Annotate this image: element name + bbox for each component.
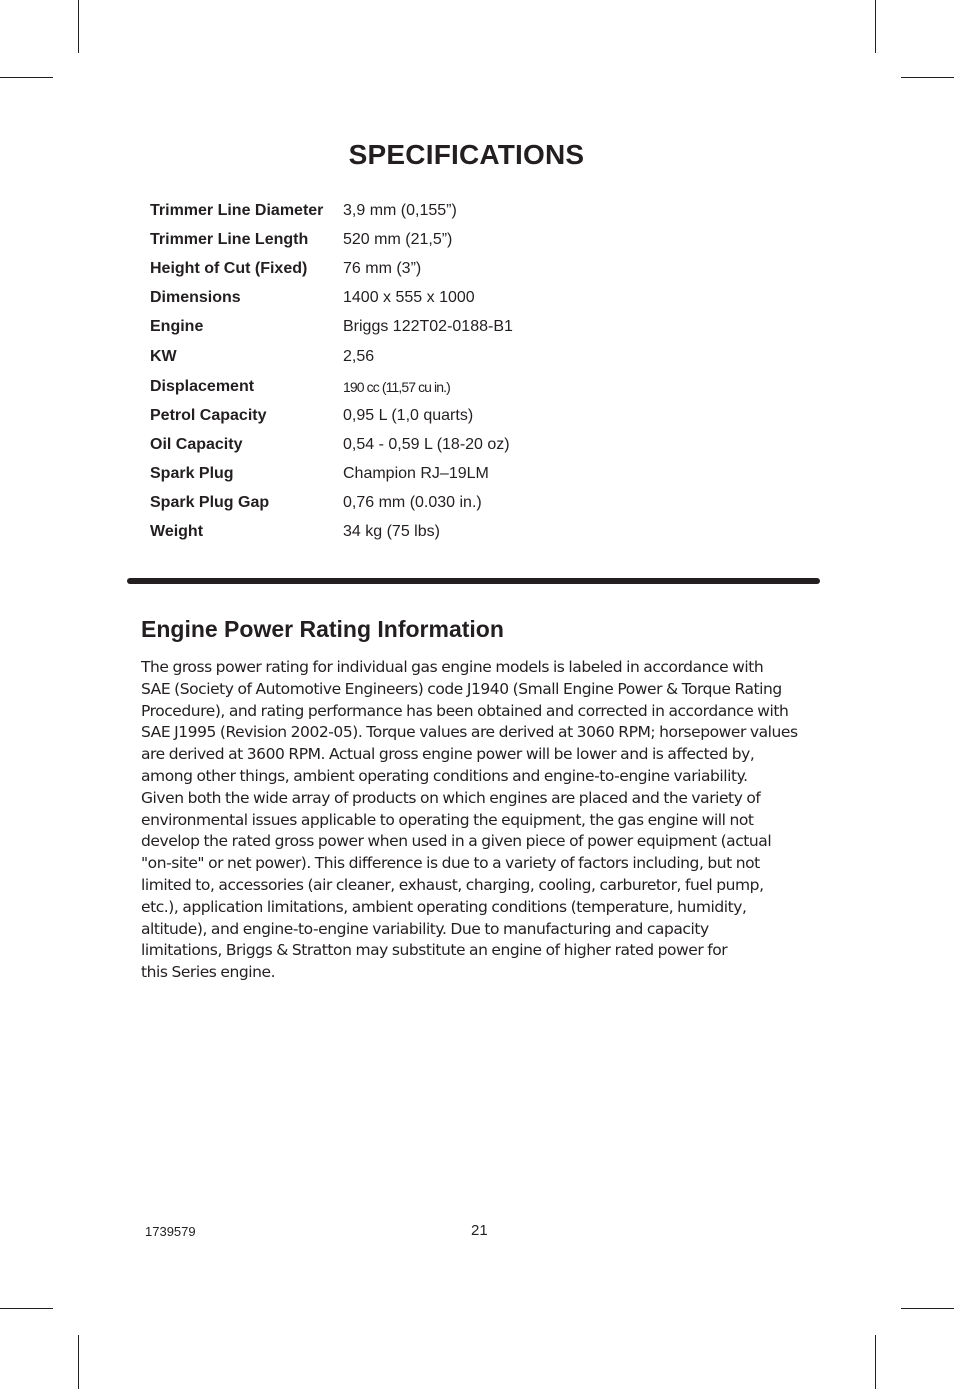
spec-label: Displacement [150, 378, 255, 395]
spec-value: Briggs 122T02-0188-B1 [343, 318, 513, 335]
spec-row-engine [150, 316, 650, 346]
crop-mark-bottom-left-vertical [78, 1335, 79, 1389]
spec-value: 0,54 - 0,59 L (18-20 oz) [343, 436, 510, 453]
crop-mark-top-right-horizontal [901, 77, 954, 78]
spec-row-trimmer-line-length [150, 229, 650, 258]
paragraph-line: this Series engine. [141, 963, 276, 982]
crop-mark-bottom-right-vertical [875, 1335, 876, 1389]
spec-label: Weight [150, 523, 204, 540]
paragraph-line: Given both the wide array of products on which engines are placed and the variety of [141, 788, 761, 807]
paragraph-line: "on-site" or net power). This difference is due to a variety of factors including, but not [141, 854, 760, 873]
document-code: 1739579 [145, 1224, 196, 1239]
spec-label: Spark Plug [150, 465, 234, 482]
paragraph-line: limitations, Briggs & Stratton may substitute an engine of higher rated power for [141, 941, 728, 960]
section-heading: Engine Power Rating Information [141, 616, 504, 642]
spec-row-height-of-cut [150, 258, 650, 287]
spec-label: Trimmer Line Length [150, 231, 309, 248]
spec-row-displacement [150, 376, 650, 405]
spec-label: Petrol Capacity [150, 407, 267, 424]
spec-label: Spark Plug Gap [150, 494, 270, 511]
paragraph-line: among other things, ambient operating conditions and engine-to-engine variability. [141, 766, 748, 785]
spec-row-kw [150, 346, 650, 376]
spec-value: 0,95 L (1,0 quarts) [343, 407, 474, 424]
crop-mark-bottom-right-horizontal [901, 1308, 954, 1309]
spec-label: Dimensions [150, 289, 241, 306]
spec-value: 34 kg (75 lbs) [343, 523, 440, 540]
spec-value: 2,56 [343, 348, 375, 365]
paragraph-line: develop the rated gross power when used in a given piece of power equipment (actual [141, 832, 772, 851]
spec-label: Engine [150, 318, 204, 335]
paragraph-line: limited to, accessories (air cleaner, exhaust, charging, cooling, carburetor, fuel pump, [141, 875, 764, 894]
spec-value: 190 cc (11,57 cu in.) [343, 379, 450, 395]
crop-mark-top-left-vertical [78, 0, 79, 53]
spec-row-oil-capacity [150, 434, 650, 463]
spec-row-trimmer-line-diameter [150, 200, 650, 229]
spec-value: 520 mm (21,5”) [343, 231, 453, 248]
spec-value: Champion RJ–19LM [343, 465, 489, 482]
spec-label: Height of Cut (Fixed) [150, 260, 308, 277]
spec-label: Trimmer Line Diameter [150, 202, 324, 219]
spec-value: 0,76 mm (0.030 in.) [343, 494, 482, 511]
spec-label: Oil Capacity [150, 436, 243, 453]
paragraph-line: SAE (Society of Automotive Engineers) code J1940 (Small Engine Power & Torque Rating [141, 679, 782, 698]
paragraph-line: SAE J1995 (Revision 2002-05). Torque values are derived at 3060 RPM; horsepower values [141, 723, 798, 742]
spec-label: KW [150, 348, 177, 365]
page-number: 21 [471, 1222, 488, 1239]
spec-value: 76 mm (3”) [343, 260, 422, 277]
crop-mark-top-left-horizontal [0, 77, 53, 78]
section-divider [127, 578, 820, 584]
engine-power-paragraph [141, 657, 821, 984]
paragraph-line: The gross power rating for individual gas engine models is labeled in accordance with [141, 658, 764, 676]
spec-row-weight [150, 521, 650, 550]
paragraph-line: etc.), application limitations, ambient operating conditions (temperature, humidity, [141, 897, 747, 916]
spec-row-dimensions [150, 287, 650, 316]
paragraph-line: are derived at 3600 RPM. Actual gross engine power will be lower and is affected by, [141, 745, 755, 764]
spec-value: 1400 x 555 x 1000 [343, 289, 475, 306]
paragraph-line: Procedure), and rating performance has been obtained and corrected in accordance with [141, 701, 789, 720]
paragraph-line: altitude), and engine-to-engine variability. Due to manufacturing and capacity [141, 919, 709, 938]
crop-mark-top-right-vertical [875, 0, 876, 53]
page-title: SPECIFICATIONS [348, 139, 585, 170]
specifications-table [150, 200, 650, 550]
spec-row-spark-plug-gap [150, 492, 650, 521]
crop-mark-bottom-left-horizontal [0, 1308, 53, 1309]
spec-value: 3,9 mm (0,155”) [343, 202, 457, 219]
paragraph-line: environmental issues applicable to operating the equipment, the gas engine will not [141, 810, 754, 829]
spec-row-spark-plug [150, 463, 650, 492]
spec-row-petrol-capacity [150, 405, 650, 434]
